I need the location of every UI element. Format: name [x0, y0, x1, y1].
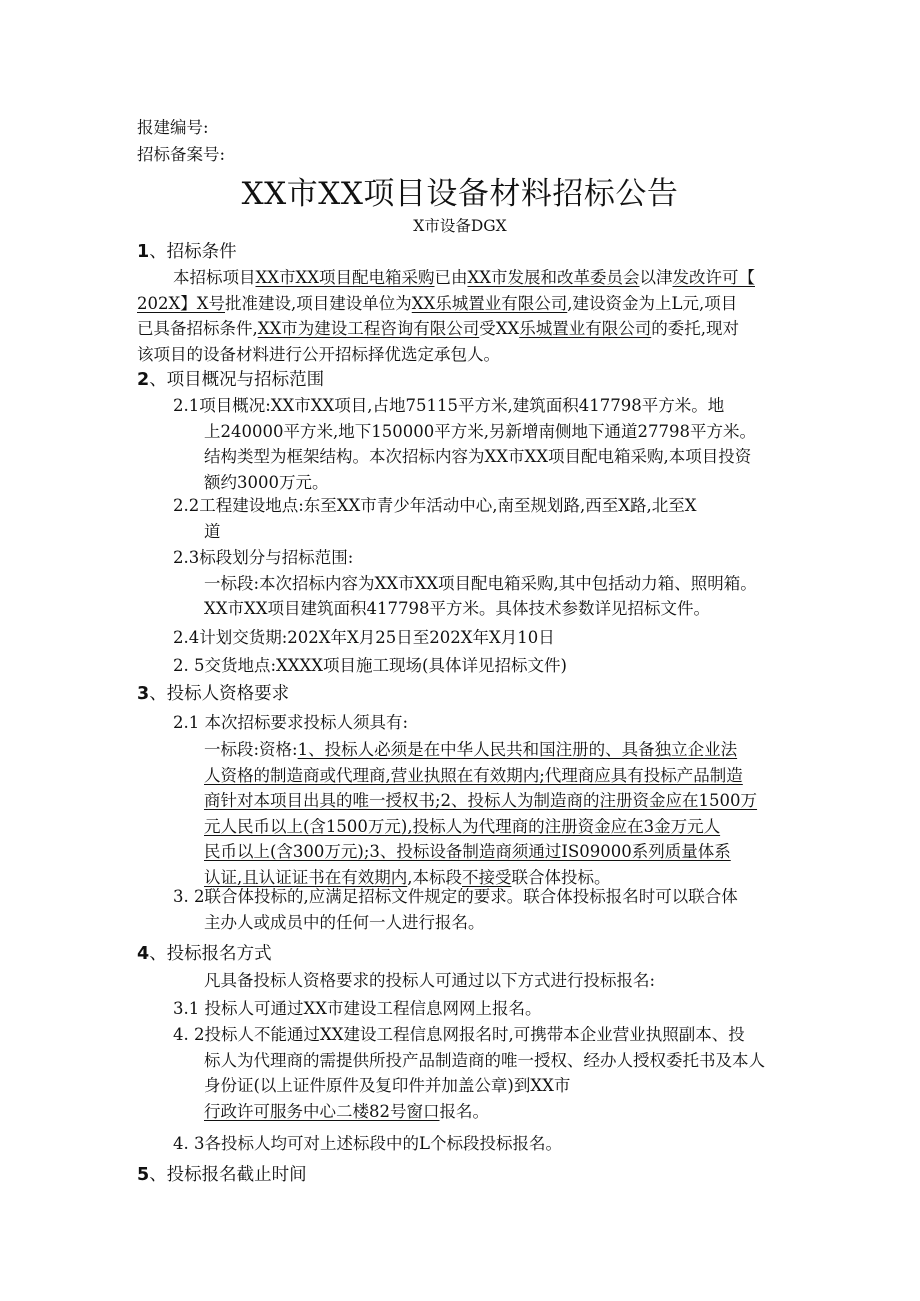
- section-5-heading: [137, 1161, 307, 1186]
- paragraph-line: [137, 265, 755, 291]
- paragraph-line: 身份证(以上证件原件及复印件并加盖公章)到XX市: [204, 1076, 571, 1095]
- paragraph-line: 3. 2联合体投标的,应满足招标文件规定的要求。联合体投标报名时可以联合体: [173, 887, 738, 906]
- paragraph-line: 额约3000万元。: [204, 472, 329, 492]
- paragraph-line: 主办人或成员中的任何一人进行报名。: [204, 912, 485, 932]
- underlined-text: 认证,且认证证书在有效期内: [204, 867, 408, 887]
- document-subtitle: X市设备DGX: [413, 217, 507, 235]
- registration-intro: 凡具备投标人资格要求的投标人可通过以下方式进行投标报名:: [204, 971, 656, 990]
- text-run: ,本标段: [407, 867, 462, 887]
- section-number: 5: [137, 1165, 150, 1185]
- paragraph-line: [137, 316, 755, 342]
- paragraph-line: 2.2工程建设地点:东至XX市青少年活动中心,南至规划路,西至X路,北至X: [173, 496, 697, 515]
- underlined-text: 发改许可【: [672, 268, 755, 287]
- registration-number-label: 报建编号:: [137, 118, 209, 137]
- section-title: 、投标报名截止时间: [149, 1165, 307, 1185]
- item-4-3: 4. 3各投标人均可对上述标段中的L个标段投标报名。: [173, 1134, 562, 1153]
- paragraph-line: 上240000平方米,地下150000平方米,另新增南侧地下通道27798平方米。: [204, 421, 756, 441]
- text-run: 联合体投标。: [511, 867, 611, 887]
- item-4-2: [173, 1022, 765, 1124]
- item-2-2: [173, 493, 697, 544]
- section-title: 、招标条件: [149, 242, 237, 262]
- paragraph-line: 4. 2投标人不能通过XX建设工程信息网报名时,可携带本企业营业执照副本、投: [173, 1025, 745, 1044]
- item-2-1: [173, 393, 756, 495]
- text-run: 以津: [639, 268, 673, 287]
- item-3-2: [173, 884, 738, 935]
- item-2-3: [173, 545, 757, 622]
- paragraph-line: [137, 291, 755, 317]
- underlined-text: 行政许可服务中心二楼82号窗口: [204, 1101, 440, 1121]
- qualification-requirements: [204, 737, 757, 890]
- underlined-text: 民币以上(含300万元);3、投标设备制造商须通过IS09000系列质量体系: [204, 842, 731, 861]
- section-number: 1: [137, 242, 150, 262]
- underlined-text: XX乐城置业有限公司: [411, 293, 568, 313]
- section-title: 、投标人资格要求: [149, 684, 290, 704]
- underlined-text: XX市发展和改革委员会: [467, 268, 640, 287]
- underlined-text: 商针对本项目出具的唯一授权书;2、投标人为制造商的注册资金应在1500万: [204, 791, 758, 810]
- underlined-text: 人资格的制造商或代理商,营业执照在有效期内;代理商应具有投标产品制造: [204, 765, 743, 785]
- section-number: 4: [137, 944, 150, 964]
- text-run: 批准建设,项目建设单位为: [225, 293, 412, 313]
- underlined-text: XX市为建设工程咨询有限公司: [257, 319, 480, 338]
- section-title: 、项目概况与招标范围: [149, 370, 325, 390]
- paragraph-line: 道: [204, 521, 221, 541]
- section-1-body: [137, 265, 755, 367]
- tender-record-number-label: 招标备案号:: [137, 145, 226, 164]
- underlined-text: 不接受: [462, 867, 512, 887]
- underlined-text: 乐城置业有限公司: [519, 319, 652, 338]
- item-2-5: 2. 5交货地点:XXXX项目施工现场(具体详见招标文件): [173, 656, 567, 675]
- paragraph-line: [204, 737, 757, 763]
- text-run: 已由: [434, 268, 468, 287]
- paragraph-line: 2.3标段划分与招标范围:: [173, 548, 354, 567]
- section-title: 、投标报名方式: [149, 944, 272, 964]
- paragraph-line: XX市XX项目建筑面积417798平方米。具体技术参数详见招标文件。: [204, 599, 710, 618]
- paragraph-line: 结构类型为框架结构。本次招标内容为XX市XX项目配电箱采购,本项目投资: [204, 447, 752, 466]
- item-2-4: 2.4计划交货期:202X年X月25日至202X年X月10日: [173, 628, 555, 647]
- document-title: XX市XX项目设备材料招标公告: [241, 176, 679, 212]
- paragraph-line: 标人为代理商的需提供所投产品制造商的唯一授权、经办人授权委托书及本人: [204, 1050, 765, 1070]
- text-run: 本招标项目: [173, 268, 256, 287]
- text-run: ,建设资金为上L元,项目: [567, 293, 738, 313]
- section-1-heading: [137, 238, 237, 263]
- text-run: 报名。: [439, 1101, 489, 1121]
- paragraph-line: [173, 1099, 765, 1125]
- underlined-text: 202X】X号: [137, 293, 225, 313]
- section-number: 3: [137, 684, 150, 704]
- section-number: 2: [137, 370, 150, 390]
- section-2-heading: [137, 366, 324, 391]
- underlined-text: 1、投标人必须是在中华人民共和国注册的、具备独立企业法: [297, 740, 738, 759]
- paragraph-line: 2.1项目概况:XX市XX项目,占地75115平方米,建筑面积417798平方米。地: [173, 396, 725, 415]
- underlined-text: XX市XX项目配电箱采购: [255, 268, 435, 287]
- paragraph-line: 一标段:本次招标内容为XX市XX项目配电箱采购,其中包括动力箱、照明箱。: [204, 573, 757, 593]
- item-3-1: 2.1 本次招标要求投标人须具有:: [173, 713, 409, 732]
- text-run: 的委托,现对: [651, 319, 739, 338]
- paragraph-line: 该项目的设备材料进行公开招标择优选定承包人。: [137, 344, 500, 364]
- section-4-heading: [137, 940, 272, 965]
- section-3-heading: [137, 680, 289, 705]
- text-run: 一标段:资格:: [204, 740, 298, 759]
- underlined-text: 元人民币以上(含1500万元),投标人为代理商的注册资金应在3金万元人: [204, 816, 721, 836]
- text-run: 已具备招标条件,: [137, 319, 258, 338]
- item-4-1: 3.1 投标人可通过XX市建设工程信息网网上报名。: [173, 999, 542, 1018]
- text-run: 受XX: [479, 319, 520, 338]
